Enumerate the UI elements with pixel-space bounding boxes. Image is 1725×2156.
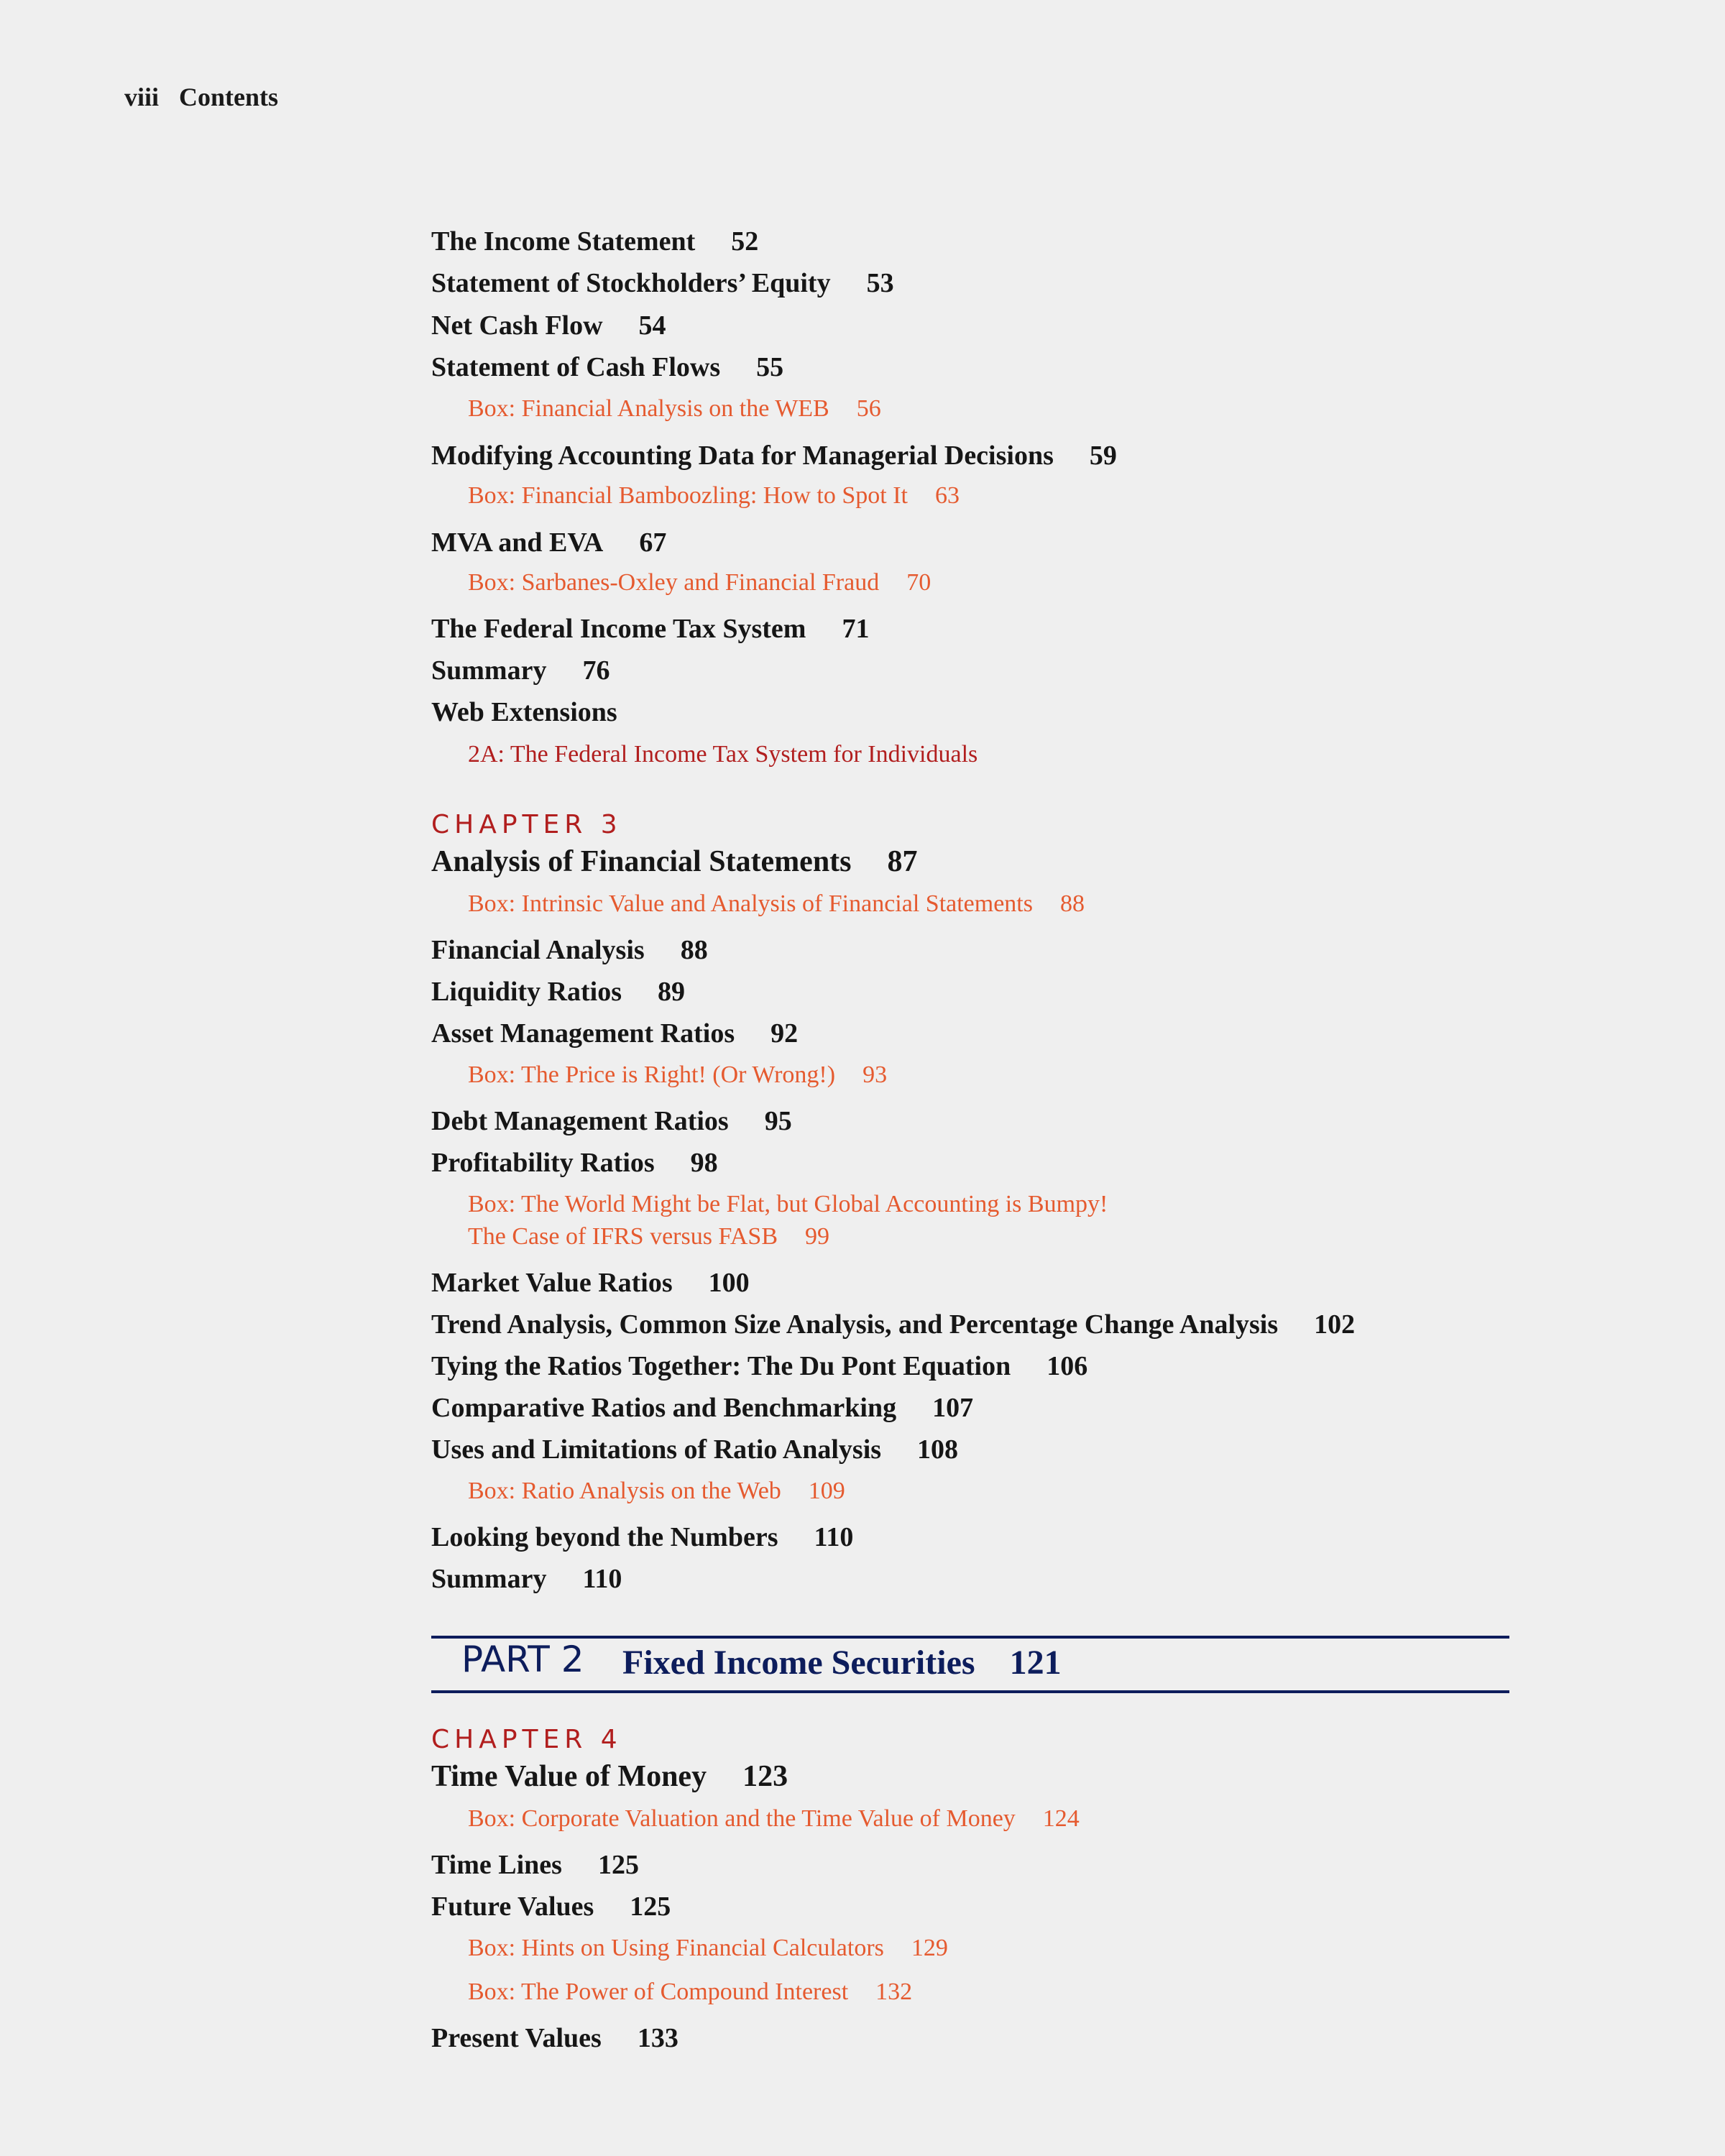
entry-title: Net Cash Flow — [431, 310, 603, 341]
entry-page: 67 — [639, 528, 667, 558]
chapter-title[interactable] — [431, 1759, 788, 1794]
toc-entry[interactable] — [431, 976, 685, 1008]
entry-title: The Income Statement — [431, 226, 696, 257]
toc-entry[interactable] — [431, 613, 869, 645]
entry-title: Web Extensions — [431, 697, 617, 727]
entry-title: Profitability Ratios — [431, 1148, 655, 1178]
toc-box-entry[interactable] — [468, 395, 881, 423]
toc-box-entry[interactable] — [468, 569, 931, 596]
entry-page: 110 — [814, 1522, 854, 1552]
entry-title: Box: Corporate Valuation and the Time Value of Money — [468, 1805, 1016, 1832]
entry-title: Present Values — [431, 2023, 602, 2053]
toc-entry[interactable] — [431, 1350, 1087, 1382]
entry-title: Modifying Accounting Data for Managerial Decisions — [431, 441, 1054, 471]
entry-title: Box: Ratio Analysis on the Web — [468, 1478, 781, 1504]
toc-box-entry[interactable] — [468, 890, 1085, 918]
toc-entry[interactable] — [431, 226, 758, 257]
chapter-label: CHAPTER 4 — [431, 1725, 622, 1754]
part-label: PART 2 — [461, 1639, 584, 1680]
toc-box-entry[interactable] — [468, 1978, 912, 2006]
entry-title: Box: The Price is Right! (Or Wrong!) — [468, 1061, 836, 1088]
entry-page: 89 — [658, 977, 686, 1007]
entry-title: Statement of Stockholders’ Equity — [431, 268, 831, 298]
entry-title: Market Value Ratios — [431, 1268, 673, 1298]
entry-title: 2A: The Federal Income Tax System for Individuals — [468, 741, 978, 768]
entry-page: 76 — [582, 655, 610, 686]
toc-entry[interactable] — [431, 696, 617, 728]
entry-title: Box: The World Might be Flat, but Global Accounting is Bumpy! — [468, 1191, 1108, 1217]
entry-title: Looking beyond the Numbers — [431, 1522, 778, 1552]
toc-entry[interactable] — [431, 440, 1117, 471]
entry-page: 88 — [680, 935, 708, 965]
toc-entry[interactable] — [431, 1267, 750, 1299]
toc-entry[interactable] — [431, 1849, 639, 1881]
entry-title: Debt Management Ratios — [431, 1106, 729, 1136]
entry-title: Statement of Cash Flows — [431, 352, 721, 382]
entry-page: 125 — [630, 1892, 671, 1922]
entry-title: Asset Management Ratios — [431, 1018, 735, 1049]
entry-page: 132 — [875, 1978, 913, 2005]
toc-box-entry[interactable] — [468, 482, 960, 510]
entry-page: 99 — [805, 1223, 829, 1250]
entry-page: 125 — [597, 1850, 639, 1880]
entry-page: 59 — [1089, 441, 1117, 471]
toc-entry[interactable] — [431, 527, 666, 558]
entry-title: Tying the Ratios Together: The Du Pont Equation — [431, 1351, 1011, 1381]
entry-title: Box: Financial Bamboozling: How to Spot It — [468, 482, 908, 509]
part-page: 121 — [1009, 1644, 1062, 1682]
toc-entry[interactable] — [431, 351, 783, 383]
part-bottom-rule — [431, 1690, 1509, 1693]
entry-title: Uses and Limitations of Ratio Analysis — [431, 1434, 882, 1465]
entry-title: Box: The Power of Compound Interest — [468, 1978, 849, 2005]
entry-page: 71 — [842, 614, 870, 644]
part-title[interactable] — [622, 1643, 1062, 1682]
entry-title: Time Lines — [431, 1850, 562, 1880]
toc-entry[interactable] — [431, 1521, 853, 1553]
entry-page: 107 — [932, 1393, 974, 1423]
entry-title: Trend Analysis, Common Size Analysis, and Percentage Change Analysis — [431, 1309, 1279, 1340]
entry-page: 110 — [582, 1564, 622, 1594]
entry-title: The Federal Income Tax System — [431, 614, 806, 644]
toc-entry[interactable] — [431, 1018, 798, 1049]
entry-page: 54 — [638, 310, 666, 341]
toc-box-entry[interactable] — [468, 1935, 948, 1962]
entry-title: Future Values — [431, 1892, 594, 1922]
entry-title: Box: Intrinsic Value and Analysis of Financial Statements — [468, 890, 1033, 917]
toc-box-entry[interactable] — [468, 1061, 887, 1089]
toc-entry[interactable] — [431, 267, 894, 299]
entry-page: 63 — [934, 482, 960, 509]
part-top-rule — [431, 1636, 1509, 1639]
entry-title: Summary — [431, 1564, 547, 1594]
entry-page: 88 — [1059, 890, 1085, 917]
entry-title: MVA and EVA — [431, 528, 604, 558]
toc-box-entry[interactable] — [468, 1478, 845, 1505]
entry-page: 100 — [708, 1268, 750, 1298]
entry-title: The Case of IFRS versus FASB — [468, 1223, 778, 1250]
entry-title: Comparative Ratios and Benchmarking — [431, 1393, 897, 1423]
entry-page: 93 — [862, 1061, 888, 1088]
entry-title: Financial Analysis — [431, 935, 645, 965]
toc-box-entry-continued[interactable] — [468, 1223, 829, 1250]
entry-page: 102 — [1314, 1309, 1356, 1340]
toc-entry[interactable] — [431, 1392, 973, 1424]
chapter-label: CHAPTER 3 — [431, 810, 622, 839]
entry-title: Analysis of Financial Statements — [431, 845, 852, 878]
entry-page: 98 — [690, 1148, 718, 1178]
entry-title: Box: Hints on Using Financial Calculators — [468, 1935, 884, 1961]
toc-entry[interactable] — [431, 1891, 671, 1922]
toc-box-entry[interactable] — [468, 1191, 1108, 1218]
entry-title: Liquidity Ratios — [431, 977, 622, 1007]
toc-web-extension[interactable] — [468, 741, 978, 768]
entry-page: 87 — [887, 845, 918, 878]
entry-page: 56 — [856, 395, 881, 422]
entry-title: Summary — [431, 655, 547, 686]
entry-title: Box: Sarbanes-Oxley and Financial Fraud — [468, 569, 880, 596]
entry-page: 106 — [1046, 1351, 1088, 1381]
entry-title: Time Value of Money — [431, 1760, 707, 1793]
toc-entry[interactable] — [431, 310, 666, 341]
entry-page: 109 — [808, 1478, 845, 1504]
entry-page: 129 — [911, 1935, 948, 1961]
chapter-title[interactable] — [431, 844, 918, 879]
running-head-title: Contents — [179, 83, 279, 111]
page-number: viii — [124, 83, 160, 111]
entry-page: 52 — [731, 226, 759, 257]
toc-entry[interactable] — [431, 655, 610, 686]
entry-page: 53 — [866, 268, 894, 298]
entry-page: 123 — [742, 1760, 788, 1793]
toc-entry[interactable] — [431, 934, 708, 966]
running-head — [124, 82, 278, 112]
toc-entry[interactable] — [431, 1309, 1355, 1340]
entry-page: 108 — [917, 1434, 959, 1465]
toc-entry[interactable] — [431, 2022, 678, 2054]
entry-page: 133 — [637, 2023, 678, 2053]
toc-entry[interactable] — [431, 1563, 622, 1595]
part-title-text: Fixed Income Securities — [622, 1644, 975, 1682]
entry-page: 55 — [756, 352, 784, 382]
entry-page: 124 — [1042, 1805, 1080, 1832]
entry-page: 92 — [770, 1018, 799, 1049]
entry-page: 95 — [764, 1106, 792, 1136]
entry-title: Box: Financial Analysis on the WEB — [468, 395, 829, 422]
toc-box-entry[interactable] — [468, 1805, 1080, 1833]
entry-page: 70 — [906, 569, 932, 596]
toc-entry[interactable] — [431, 1434, 958, 1465]
toc-entry[interactable] — [431, 1147, 718, 1179]
toc-entry[interactable] — [431, 1105, 792, 1137]
